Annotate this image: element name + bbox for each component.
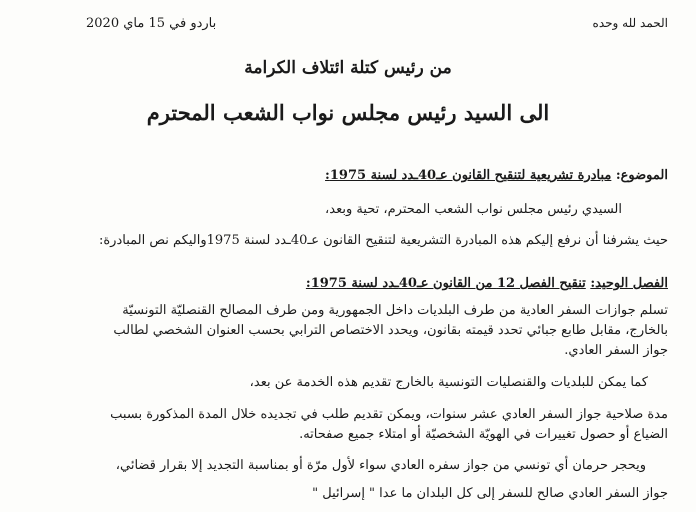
subject-label: الموضوع: [615,168,668,183]
paragraph-3-line-2: الضياع أو حصول تغييرات في الهويّة الشخصيّة أو امتلاء جميع صفحاته. [299,427,668,442]
subject-line [325,168,668,183]
section-text: تنقيح الفصل 12 من القانون عـ40ـدد لسنة 1975: [305,276,586,291]
greeting-line: السيدي رئيس مجلس نواب الشعب المحترم، تحية وبعد، [325,202,622,217]
header-date: باردو في 15 ماي 2020 [86,16,217,31]
sender-title: من رئيس كتلة ائتلاف الكرامة [244,58,452,78]
section-heading [306,276,668,291]
header-salutation: الحمد لله وحده [592,16,668,30]
paragraph-4: ويحجر حرمان أي تونسي من جواز سفره العادي سواء لأول مرّة أو بمناسبة التجديد إلا بقرار قضائي، [115,458,646,473]
intro-line: حيث يشرفنا أن نرفع إليكم هذه المبادرة التشريعية لتنقيح القانون عـ40ـدد لسنة 1975واليكم نص المبادرة: [98,233,668,248]
recipient-title: الى السيد رئيس مجلس نواب الشعب المحترم [146,100,550,125]
section-label: الفصل الوحيد: [590,276,668,291]
paragraph-1-line-2: بالخارج، مقابل طابع جبائي تحدد قيمته بقانون، ويحدد الاختصاص الترابي بحسب العنوان الشخصي لطالب [113,323,668,338]
subject-text: مبادرة تشريعية لتنقيح القانون عـ40ـدد لسنة 1975: [325,168,612,183]
paragraph-1-line-1: تسلم جوازات السفر العادية من طرف البلديات داخل الجمهورية ومن طرف المصالح القنصليّة التونسيّة [122,303,668,318]
paragraph-2: كما يمكن للبلديات والقنصليات التونسية بالخارج تقديم هذه الخدمة عن بعد، [249,375,648,390]
paragraph-5: جواز السفر العادي صالح للسفر إلى كل البلدان ما عدا " إسرائيل " [312,486,668,501]
paragraph-1-line-3: جواز السفر العادي. [564,343,668,358]
paragraph-3-line-1: مدة صلاحية جواز السفر العادي عشر سنوات، ويمكن تقديم طلب في تجديده خلال المدة المذكورة بسبب [110,407,668,422]
